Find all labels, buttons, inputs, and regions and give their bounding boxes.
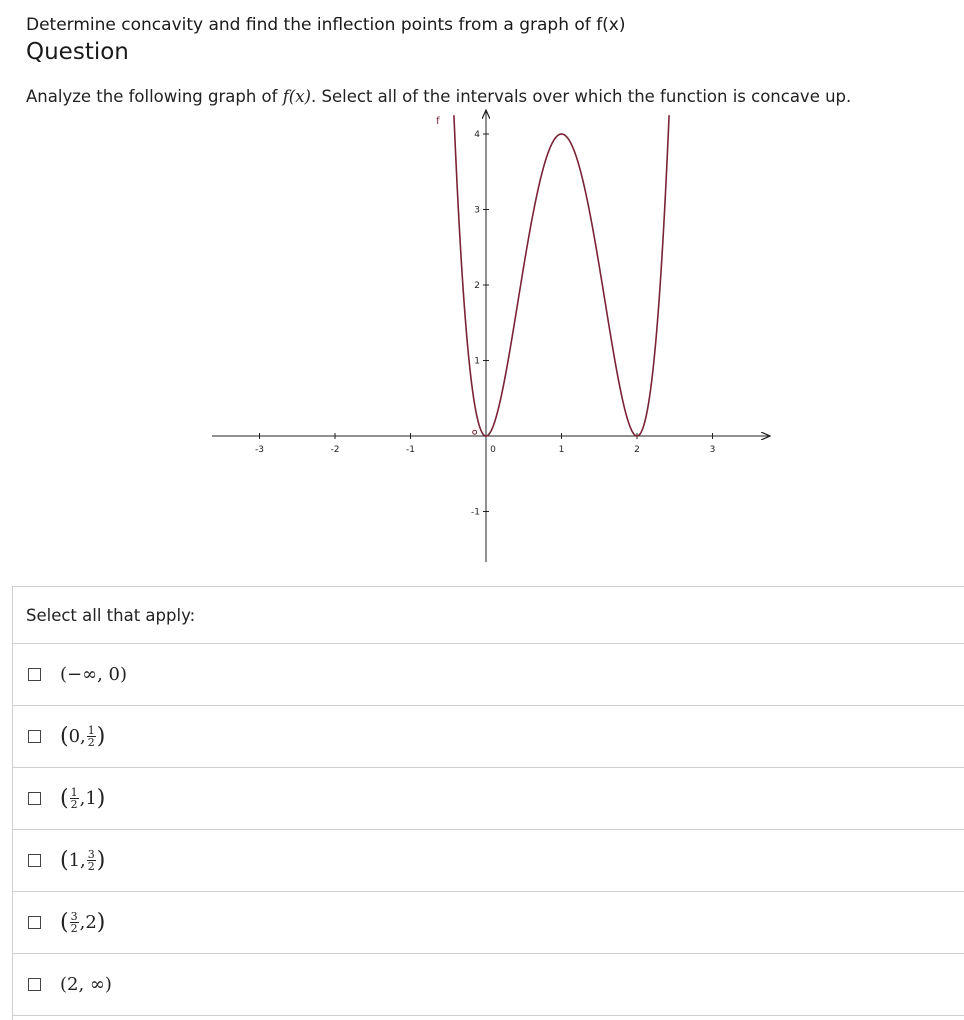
prompt-text-before: Analyze the following graph of	[26, 87, 283, 106]
fraction	[70, 787, 79, 810]
y-tick-label: -1	[471, 507, 480, 518]
answer-option-1[interactable]	[13, 644, 964, 706]
page-header	[26, 14, 626, 67]
x-axis	[212, 433, 770, 455]
fraction-numerator: 3	[70, 910, 78, 923]
x-tick-label: -3	[255, 445, 264, 455]
interval-text: (−∞, 0)	[60, 664, 128, 685]
function-curve-group	[436, 115, 669, 436]
close-paren: )	[96, 847, 106, 873]
fraction-denominator: 2	[87, 736, 95, 749]
answer-option-6[interactable]	[13, 954, 964, 1016]
answer-option-label	[60, 849, 105, 872]
function-curve-right	[486, 115, 669, 436]
answer-checkbox[interactable]	[28, 792, 41, 805]
close-paren: )	[96, 909, 106, 935]
answer-checkbox[interactable]	[28, 730, 41, 743]
y-tick-label: 2	[474, 281, 480, 291]
answer-option-5[interactable]	[13, 892, 964, 954]
y-tick-label: 3	[474, 205, 480, 216]
fraction-numerator: 1	[87, 724, 95, 737]
y-tick-label: 4	[474, 130, 480, 140]
context-title: Determine concavity and find the inflection points from a graph of f(x)	[26, 15, 626, 35]
function-curve-left	[454, 115, 486, 436]
answer-option-label	[60, 974, 112, 995]
answer-option-4[interactable]	[13, 830, 964, 892]
answer-option-label	[60, 725, 105, 748]
x-tick-label: -2	[330, 445, 340, 455]
x-tick-label: 0	[490, 445, 496, 455]
answer-option-label	[60, 911, 105, 934]
open-paren: (	[60, 785, 69, 811]
interval-left-value: 1	[68, 850, 81, 871]
y-axis	[471, 110, 489, 562]
interval-right-value: 1	[85, 788, 97, 809]
select-all-instruction: Select all that apply:	[13, 587, 964, 644]
fraction-denominator: 2	[70, 922, 78, 935]
interval-comma: ,	[80, 850, 86, 871]
answer-checkbox[interactable]	[28, 978, 41, 991]
answer-panel	[12, 586, 964, 1020]
curve-point-marker	[473, 430, 477, 434]
interval-comma: ,	[79, 912, 86, 933]
interval-comma: ,	[79, 788, 86, 809]
interval-right-value: 2	[85, 912, 97, 933]
interval-left-value: 0	[68, 726, 81, 747]
open-paren: (	[60, 847, 69, 873]
answer-option-label	[60, 787, 105, 810]
x-tick-label: -1	[406, 445, 415, 455]
curve-label: f	[436, 116, 440, 127]
open-paren: (	[60, 909, 69, 935]
fraction	[87, 849, 96, 872]
function-graph	[0, 104, 964, 586]
fraction-numerator: 3	[87, 848, 95, 861]
fraction	[70, 911, 79, 934]
question-heading: Question	[26, 39, 129, 65]
answer-checkbox[interactable]	[28, 668, 41, 681]
options-list	[13, 644, 964, 1016]
answer-option-2[interactable]	[13, 706, 964, 768]
open-paren: (	[60, 723, 69, 749]
fraction-denominator: 2	[87, 860, 95, 873]
x-tick-label: 1	[558, 445, 565, 455]
close-paren: )	[96, 785, 106, 811]
answer-option-label	[60, 664, 127, 685]
x-tick-label: 2	[634, 445, 640, 455]
answer-option-3[interactable]	[13, 768, 964, 830]
fraction-numerator: 1	[70, 786, 78, 799]
prompt-math-fx: f(x)	[282, 87, 311, 106]
y-tick-label: 1	[474, 356, 480, 367]
interval-text: (2, ∞)	[60, 974, 112, 995]
close-paren: )	[96, 723, 106, 749]
fraction-denominator: 2	[70, 798, 78, 811]
answer-checkbox[interactable]	[28, 916, 41, 929]
answer-checkbox[interactable]	[28, 854, 41, 867]
prompt-text-after: . Select all of the intervals over which the function is concave up.	[311, 87, 852, 106]
fraction	[87, 725, 96, 748]
x-tick-label: 3	[709, 445, 716, 455]
interval-comma: ,	[80, 726, 86, 747]
